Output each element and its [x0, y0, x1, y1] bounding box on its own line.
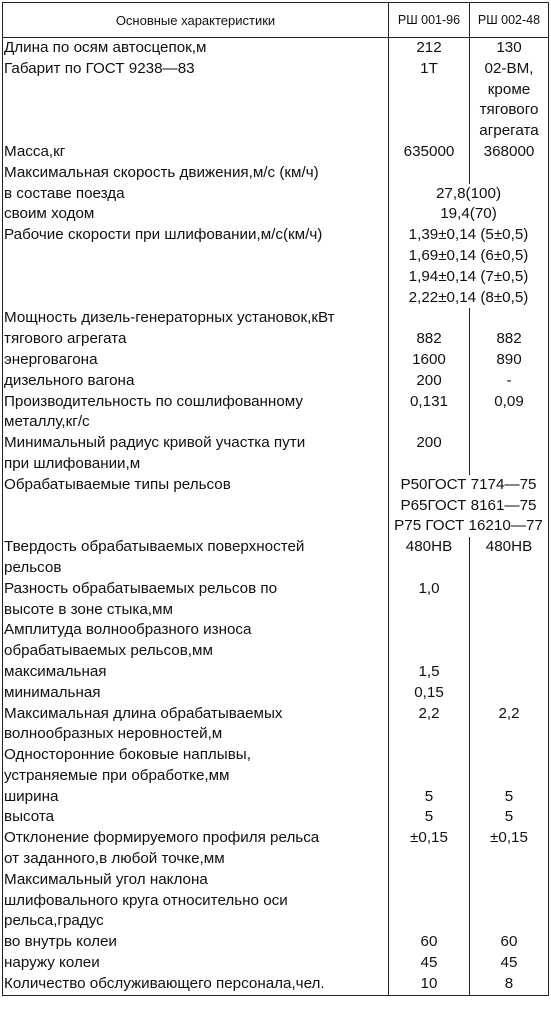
- row-value-002: [470, 558, 549, 579]
- row-value-002: 5: [470, 807, 549, 828]
- row-label: ширина: [3, 787, 389, 808]
- row-label: Максимальная скорость движения,м/с (км/ч): [3, 163, 389, 184]
- row-value-002: 2,2: [470, 704, 549, 725]
- table-row: [3, 537, 549, 558]
- table-row: [3, 225, 549, 246]
- table-row: [3, 454, 549, 475]
- row-value-001: 1,5: [389, 662, 470, 683]
- row-label: Минимальный радиус кривой участка пути: [3, 433, 389, 454]
- row-label: металлу,кг/с: [3, 412, 389, 433]
- table-row: [3, 163, 549, 184]
- row-label: при шлифовании,м: [3, 454, 389, 475]
- row-value-002: [470, 724, 549, 745]
- row-value-001: [389, 849, 470, 870]
- row-value-002: [470, 600, 549, 621]
- row-label: Односторонние боковые наплывы,: [3, 745, 389, 766]
- table-row: [3, 870, 549, 891]
- row-value-001: [389, 308, 470, 329]
- row-value-002: [470, 891, 549, 912]
- row-value-shared: 19,4(70): [389, 204, 549, 225]
- row-label: Габарит по ГОСТ 9238—83: [3, 59, 389, 80]
- row-value-001: [389, 100, 470, 121]
- row-label: шлифовального круга относительно оси: [3, 891, 389, 912]
- row-label: Отклонение формируемого профиля рельса: [3, 828, 389, 849]
- table-row: [3, 662, 549, 683]
- table-row: [3, 828, 549, 849]
- row-value-002: 02-ВМ,: [470, 59, 549, 80]
- row-value-001: 5: [389, 807, 470, 828]
- row-label: обрабатываемых рельсов,мм: [3, 641, 389, 662]
- row-label: [3, 121, 389, 142]
- row-label: Мощность дизель-генераторных установок,кВт: [3, 308, 389, 329]
- row-value-001: [389, 121, 470, 142]
- header-characteristics: Основные характеристики: [3, 3, 389, 38]
- row-value-shared: 1,39±0,14 (5±0,5): [389, 225, 549, 246]
- row-value-001: 1Т: [389, 59, 470, 80]
- header-model-001: РШ 001-96: [389, 3, 470, 38]
- table-row: [3, 496, 549, 517]
- row-value-002: 130: [470, 38, 549, 59]
- row-value-shared: Р65ГОСТ 8161—75: [389, 496, 549, 517]
- row-label: Рабочие скорости при шлифовании,м/с(км/ч): [3, 225, 389, 246]
- table-body: [3, 38, 549, 996]
- row-value-001: 0,131: [389, 392, 470, 413]
- table-row: [3, 121, 549, 142]
- row-value-001: [389, 620, 470, 641]
- table-row: [3, 204, 549, 225]
- row-value-002: [470, 849, 549, 870]
- row-value-001: 635000: [389, 142, 470, 163]
- row-value-001: 200: [389, 371, 470, 392]
- table-row: [3, 891, 549, 912]
- row-value-002: 480НВ: [470, 537, 549, 558]
- row-value-002: 890: [470, 350, 549, 371]
- row-value-001: [389, 745, 470, 766]
- row-value-001: 5: [389, 787, 470, 808]
- row-label: во внутрь колеи: [3, 932, 389, 953]
- table-row: [3, 600, 549, 621]
- table-row: [3, 80, 549, 101]
- table-row: [3, 475, 549, 496]
- row-value-shared: 1,69±0,14 (6±0,5): [389, 246, 549, 267]
- table-row: [3, 246, 549, 267]
- table-row: [3, 558, 549, 579]
- row-value-002: [470, 620, 549, 641]
- row-value-001: 0,15: [389, 683, 470, 704]
- row-value-002: [470, 911, 549, 932]
- row-value-002: [470, 662, 549, 683]
- table-row: [3, 267, 549, 288]
- row-value-002: тягового: [470, 100, 549, 121]
- row-label: Максимальный угол наклона: [3, 870, 389, 891]
- row-value-001: 882: [389, 329, 470, 350]
- row-value-002: [470, 683, 549, 704]
- table-header-row: [3, 3, 549, 38]
- row-label: рельса,градус: [3, 911, 389, 932]
- row-value-002: агрегата: [470, 121, 549, 142]
- table-row: [3, 807, 549, 828]
- row-value-shared: 2,22±0,14 (8±0,5): [389, 288, 549, 309]
- row-value-001: 10: [389, 974, 470, 995]
- row-label: [3, 267, 389, 288]
- table-row: [3, 59, 549, 80]
- row-value-002: [470, 766, 549, 787]
- row-value-002: кроме: [470, 80, 549, 101]
- table-row: [3, 433, 549, 454]
- table-row: [3, 329, 549, 350]
- row-label: Амплитуда волнообразного износа: [3, 620, 389, 641]
- table-row: [3, 683, 549, 704]
- row-value-001: 45: [389, 953, 470, 974]
- row-label: от заданного,в любой точке,мм: [3, 849, 389, 870]
- row-value-001: [389, 766, 470, 787]
- row-label: Масса,кг: [3, 142, 389, 163]
- row-label: волнообразных неровностей,м: [3, 724, 389, 745]
- row-value-002: [470, 433, 549, 454]
- row-label: своим ходом: [3, 204, 389, 225]
- table-row: [3, 38, 549, 59]
- row-value-002: 0,09: [470, 392, 549, 413]
- row-label: тягового агрегата: [3, 329, 389, 350]
- row-value-002: [470, 579, 549, 600]
- table-row: [3, 579, 549, 600]
- row-value-002: [470, 745, 549, 766]
- row-label: минимальная: [3, 683, 389, 704]
- table-row: [3, 849, 549, 870]
- table-row: [3, 516, 549, 537]
- row-value-002: 45: [470, 953, 549, 974]
- header-model-002: РШ 002-48: [470, 3, 549, 38]
- row-label: [3, 246, 389, 267]
- row-value-002: [470, 641, 549, 662]
- row-value-001: 212: [389, 38, 470, 59]
- row-value-001: [389, 641, 470, 662]
- row-label: в составе поезда: [3, 184, 389, 205]
- row-value-002: 368000: [470, 142, 549, 163]
- table-row: [3, 745, 549, 766]
- table-row: [3, 350, 549, 371]
- row-value-shared: 27,8(100): [389, 184, 549, 205]
- row-label: максимальная: [3, 662, 389, 683]
- row-label: Максимальная длина обрабатываемых: [3, 704, 389, 725]
- row-value-002: [470, 412, 549, 433]
- row-value-002: -: [470, 371, 549, 392]
- row-value-001: [389, 724, 470, 745]
- row-value-001: [389, 80, 470, 101]
- row-value-002: [470, 308, 549, 329]
- row-label: энерговагона: [3, 350, 389, 371]
- row-value-002: [470, 163, 549, 184]
- table-row: [3, 308, 549, 329]
- row-value-001: 480НВ: [389, 537, 470, 558]
- row-value-shared: 1,94±0,14 (7±0,5): [389, 267, 549, 288]
- table-row: [3, 620, 549, 641]
- row-value-001: ±0,15: [389, 828, 470, 849]
- row-label: наружу колеи: [3, 953, 389, 974]
- row-label: высоте в зоне стыка,мм: [3, 600, 389, 621]
- row-value-001: [389, 558, 470, 579]
- row-label: [3, 80, 389, 101]
- row-value-001: [389, 412, 470, 433]
- table-row: [3, 974, 549, 995]
- row-label: Обрабатываемые типы рельсов: [3, 475, 389, 496]
- table-row: [3, 371, 549, 392]
- row-value-002: 5: [470, 787, 549, 808]
- row-label: рельсов: [3, 558, 389, 579]
- row-label: [3, 288, 389, 309]
- row-value-001: [389, 163, 470, 184]
- row-value-002: ±0,15: [470, 828, 549, 849]
- row-value-001: 1600: [389, 350, 470, 371]
- table-row: [3, 911, 549, 932]
- row-label: [3, 496, 389, 517]
- row-label: Количество обслуживающего персонала,чел.: [3, 974, 389, 995]
- table-row: [3, 288, 549, 309]
- row-value-shared: Р75 ГОСТ 16210—77: [389, 516, 549, 537]
- row-value-001: 1,0: [389, 579, 470, 600]
- row-value-001: 60: [389, 932, 470, 953]
- row-value-001: [389, 600, 470, 621]
- table-row: [3, 724, 549, 745]
- row-label: устраняемые при обработке,мм: [3, 766, 389, 787]
- table-row: [3, 392, 549, 413]
- table-row: [3, 184, 549, 205]
- row-value-001: [389, 911, 470, 932]
- row-value-001: 2,2: [389, 704, 470, 725]
- row-value-shared: Р50ГОСТ 7174—75: [389, 475, 549, 496]
- table-row: [3, 142, 549, 163]
- row-label: Длина по осям автосцепок,м: [3, 38, 389, 59]
- row-value-001: [389, 870, 470, 891]
- table-row: [3, 100, 549, 121]
- row-value-001: [389, 891, 470, 912]
- table-row: [3, 787, 549, 808]
- row-label: Твердость обрабатываемых поверхностей: [3, 537, 389, 558]
- row-label: Производительность по сошлифованному: [3, 392, 389, 413]
- table-row: [3, 932, 549, 953]
- row-value-002: 60: [470, 932, 549, 953]
- table-row: [3, 641, 549, 662]
- table-row: [3, 766, 549, 787]
- row-value-002: 8: [470, 974, 549, 995]
- characteristics-table: [2, 2, 549, 996]
- row-value-002: [470, 454, 549, 475]
- row-label: высота: [3, 807, 389, 828]
- row-label: дизельного вагона: [3, 371, 389, 392]
- table-row: [3, 704, 549, 725]
- row-value-002: 882: [470, 329, 549, 350]
- row-value-001: [389, 454, 470, 475]
- table-row: [3, 412, 549, 433]
- row-label: [3, 100, 389, 121]
- row-value-002: [470, 870, 549, 891]
- row-label: [3, 516, 389, 537]
- row-label: Разность обрабатываемых рельсов по: [3, 579, 389, 600]
- table-row: [3, 953, 549, 974]
- row-value-001: 200: [389, 433, 470, 454]
